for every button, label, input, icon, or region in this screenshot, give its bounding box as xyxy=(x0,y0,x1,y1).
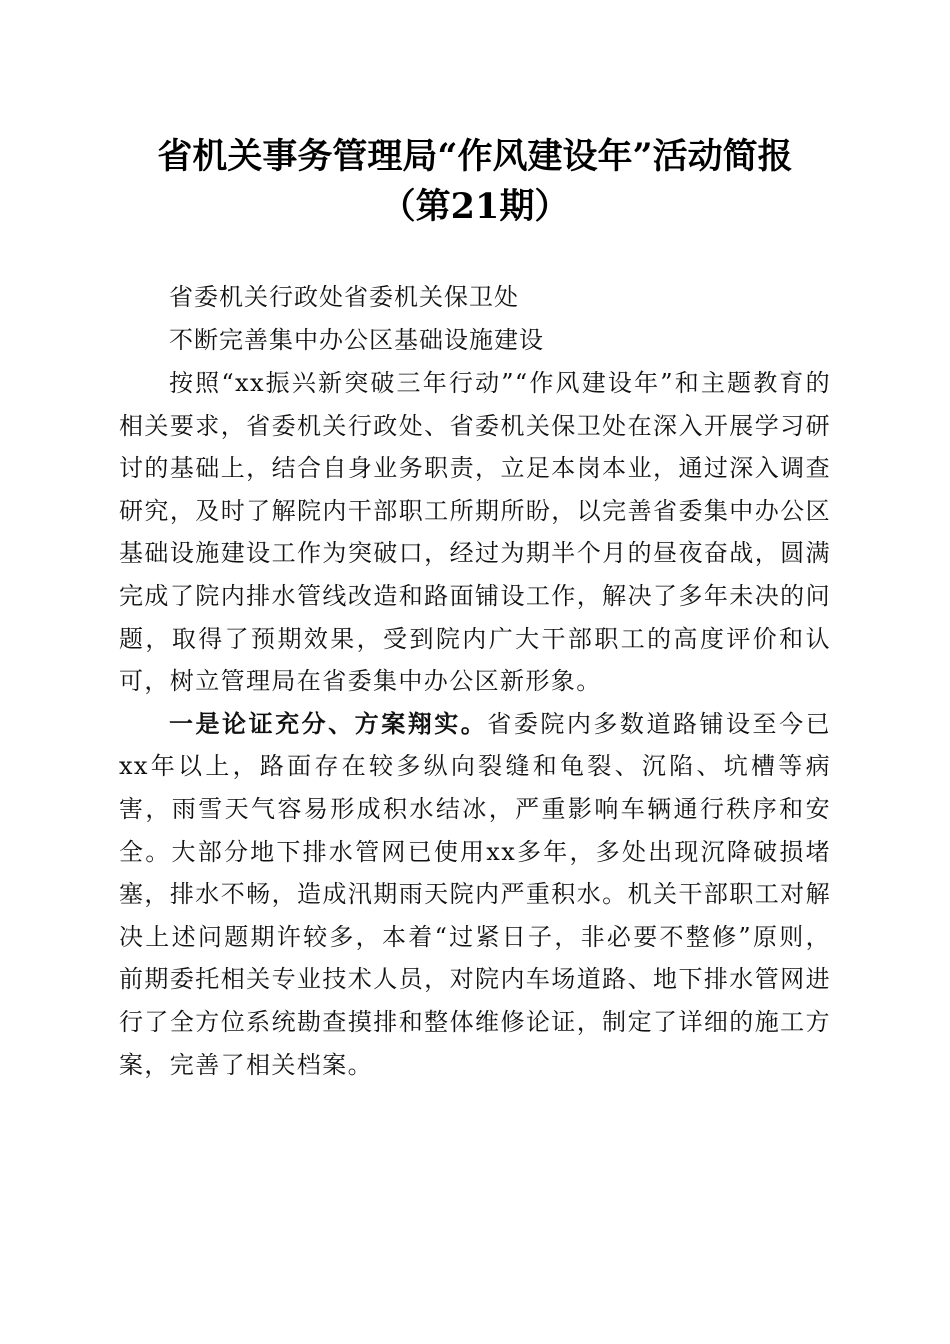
paragraph-2-lead: 一是论证充分、方案翔实。 xyxy=(169,708,488,738)
title-line-2: （第21期） xyxy=(380,186,570,227)
document-title xyxy=(0,132,950,232)
paragraph-2 xyxy=(119,703,831,1086)
paragraph-2-body: 省委院内多数道路铺设至今已xx年以上，路面存在较多纵向裂缝和龟裂、沉陷、坑槽等病害，雨雪天气容易形成积水结冰，严重影响车辆通行秩序和安全。大部分地下排水管网已使用xx多年，多处出现沉降破损堵塞，排水不畅，造成汛期雨天院内严重积水。机关干部职工对解决上述问题期许较多，本着“过紧日子，非必要不整修”原则，前期委托相关专业技术人员，对院内车场道路、地下排水管网进行了全方位系统勘查摸排和整体维修论证，制定了详细的施工方案，完善了相关档案。 xyxy=(119,709,831,1079)
paragraph-1: 按照“xx振兴新突破三年行动”“作风建设年”和主题教育的相关要求，省委机关行政处、省委机关保卫处在深入开展学习研讨的基础上，结合自身业务职责，立足本岗本业，通过深入调查研究，及时了解院内干部职工所期所盼，以完善省委集中办公区基础设施建设工作为突破口，经过为期半个月的昼夜奋战，圆满完成了院内排水管线改造和路面铺设工作，解决了多年未决的问题，取得了预期效果，受到院内广大干部职工的高度评价和认可，树立管理局在省委集中办公区新形象。 xyxy=(119,369,831,696)
document-body xyxy=(119,276,831,1086)
department-line: 省委机关行政处省委机关保卫处 xyxy=(169,283,519,311)
title-line-1: 省机关事务管理局“作风建设年”活动简报 xyxy=(157,136,793,177)
headline: 不断完善集中办公区基础设施建设 xyxy=(169,326,544,354)
